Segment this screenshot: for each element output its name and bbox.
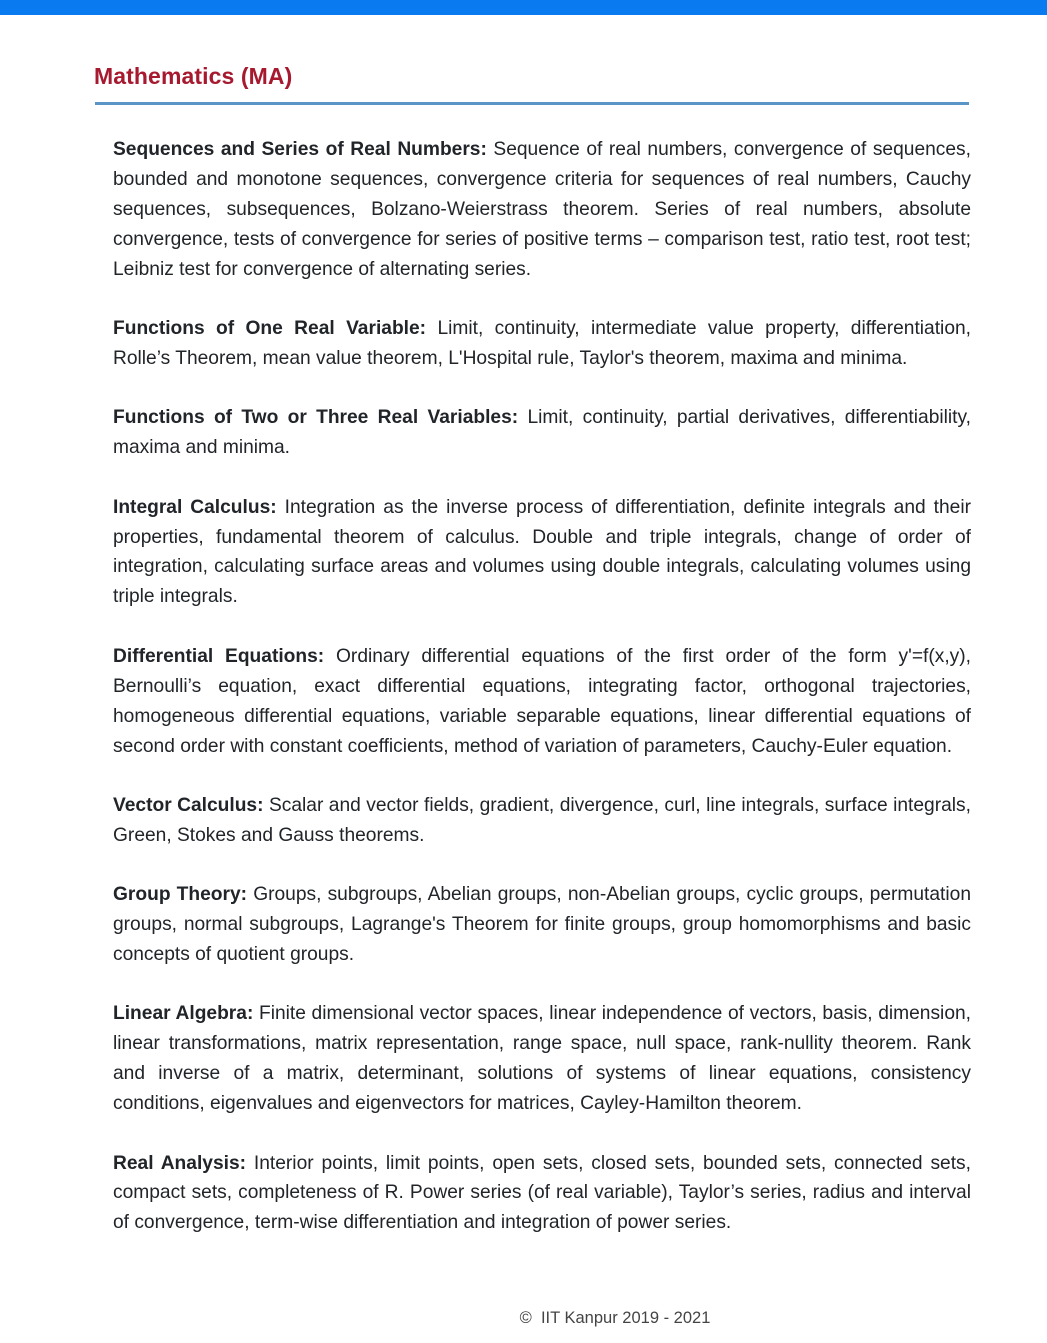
footer-text: IIT Kanpur 2019 - 2021 bbox=[540, 1309, 711, 1327]
syllabus-section bbox=[113, 1149, 971, 1239]
copyright-icon: © bbox=[519, 1309, 532, 1327]
section-text: Integration as the inverse process of differentiation, definite integrals and their properties, fundamental theorem of calculus. Double and triple integrals, change of order of integration, calculating surface areas and volumes using double integrals, calculating volumes using triple integrals. bbox=[113, 496, 971, 608]
section-text: Interior points, limit points, open sets, closed sets, bounded sets, connected sets, compact sets, completeness of R. Power series (of real variable), Taylor’s series, radius and interval of convergence, term-wise differentiation and integration of power series. bbox=[113, 1152, 971, 1234]
section-text: Finite dimensional vector spaces, linear independence of vectors, basis, dimension, linear transformations, matrix representation, range space, null space, rank-nullity theorem. Rank and inverse of a matrix, determinant, solutions of systems of linear equations, consistency conditions, eigenvalues and eigenvectors for matrices, Cayley-Hamilton theorem. bbox=[113, 1003, 971, 1115]
section-heading: Vector Calculus: bbox=[113, 794, 264, 816]
syllabus-section bbox=[113, 403, 971, 463]
footer bbox=[0, 1309, 1047, 1328]
title-divider bbox=[95, 102, 969, 105]
section-heading: Functions of Two or Three Real Variables: bbox=[113, 407, 519, 429]
syllabus-content bbox=[113, 135, 971, 1268]
section-text: Groups, subgroups, Abelian groups, non-Abelian groups, cyclic groups, permutation groups, normal subgroups, Lagrange's Theorem for finite groups, group homomorphisms and basic concepts of quotient groups. bbox=[113, 884, 971, 966]
section-heading: Differential Equations: bbox=[113, 645, 325, 667]
section-heading: Linear Algebra: bbox=[113, 1003, 254, 1025]
syllabus-section bbox=[113, 999, 971, 1119]
section-heading: Integral Calculus: bbox=[113, 496, 277, 518]
syllabus-section bbox=[113, 314, 971, 374]
section-heading: Sequences and Series of Real Numbers: bbox=[113, 139, 487, 160]
section-text: Limit, continuity, partial derivatives, differentiability, maxima and minima. bbox=[113, 407, 971, 459]
section-text: Sequence of real numbers, convergence of sequences, bounded and monotone sequences, convergence criteria for sequences of real numbers, Cauchy sequences, subsequences, Bolzano-Weierstrass theorem. Series of real numbers, absolute convergence, tests of convergence for series of positive terms – comparison test, ratio test, root test; Leibniz test for convergence of alternating series. bbox=[113, 139, 971, 280]
top-bar bbox=[0, 0, 1047, 15]
page-title: Mathematics (MA) bbox=[94, 63, 293, 89]
section-text: Ordinary differential equations of the first order of the form y'=f(x,y), Bernoulli’s equation, exact differential equations, integrating factor, orthogonal trajectories, homogeneous differential equations, variable separable equations, linear differential equations of second order with constant coefficients, method of variation of parameters, Cauchy-Euler equation. bbox=[113, 645, 971, 757]
section-text: Limit, continuity, intermediate value property, differentiation, Rolle’s Theorem, mean value theorem, L'Hospital rule, Taylor's theorem, maxima and minima. bbox=[113, 318, 971, 369]
section-heading: Functions of One Real Variable: bbox=[113, 318, 427, 340]
syllabus-section bbox=[113, 880, 971, 970]
section-heading: Group Theory: bbox=[113, 884, 248, 906]
syllabus-section bbox=[113, 791, 971, 851]
syllabus-section bbox=[113, 642, 971, 762]
syllabus-section bbox=[113, 135, 971, 285]
section-heading: Real Analysis: bbox=[113, 1152, 247, 1174]
section-text: Scalar and vector fields, gradient, divergence, curl, line integrals, surface integrals, Green, Stokes and Gauss theorems. bbox=[113, 794, 971, 846]
syllabus-section bbox=[113, 493, 971, 613]
